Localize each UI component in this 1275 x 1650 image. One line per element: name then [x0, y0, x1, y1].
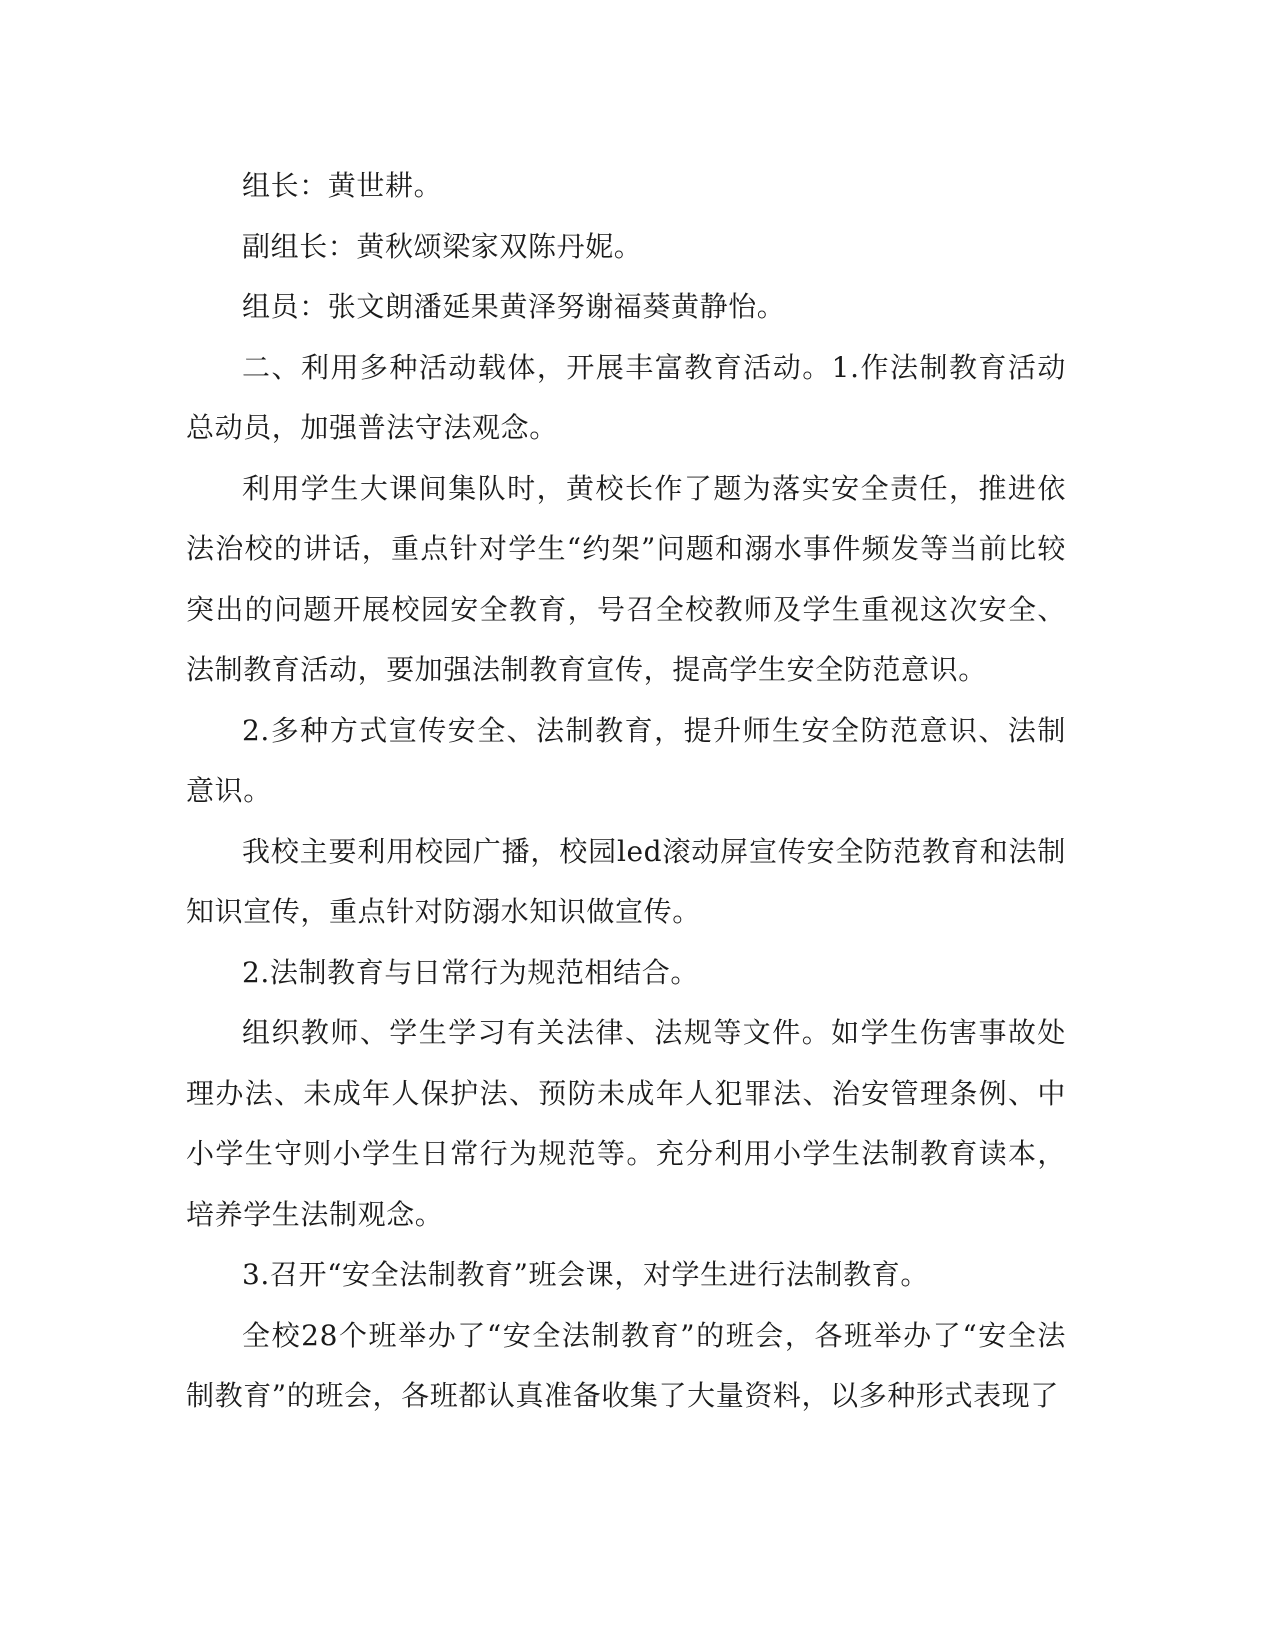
- paragraph-principal-speech: 利用学生大课间集队时，黄校长作了题为落实安全责任，推进依法治校的讲话，重点针对学生“约架”问题和溺水事件频发等当前比较突出的问题开展校园安全教育，号召全校教师及学生重视这次安全、法制教育活动，要加强法制教育宣传，提高学生安全防范意识。: [186, 471, 1066, 686]
- paragraph-item-2-daily-behavior: 2.法制教育与日常行为规范相结合。: [242, 955, 699, 989]
- paragraph-deputy-leaders: 副组长：黄秋颂梁家双陈丹妮。: [242, 229, 643, 263]
- paragraph-class-meetings-held: 全校28个班举办了“安全法制教育”的班会，各班举办了“安全法制教育”的班会，各班都认真准备收集了大量资料，以多种形式表现了: [186, 1318, 1066, 1412]
- paragraph-team-members: 组员：张文朗潘延果黄泽努谢福葵黄静怡。: [242, 290, 786, 323]
- paragraph-broadcast-led: 我校主要利用校园广播，校园led滚动屏宣传安全防范教育和法制知识宣传，重点针对防溺水知识做宣传。: [186, 834, 1066, 928]
- paragraph-study-laws: 组织教师、学生学习有关法律、法规等文件。如学生伤害事故处理办法、未成年人保护法、预防未成年人犯罪法、治安管理条例、中小学生守则小学生日常行为规范等。充分利用小学生法制教育读本，培养学生法制观念。: [186, 1016, 1066, 1231]
- document-body: [186, 156, 1066, 1427]
- paragraph-item-3-class-meeting: 3.召开“安全法制教育”班会课，对学生进行法制教育。: [242, 1258, 929, 1291]
- paragraph-item-2-publicity: 2.多种方式宣传安全、法制教育，提升师生安全防范意识、法制意识。: [186, 713, 1066, 807]
- paragraph-team-leader: 组长：黄世耕。: [242, 169, 443, 202]
- paragraph-section-two-heading: 二、利用多种活动载体，开展丰富教育活动。1.作法制教育活动总动员，加强普法守法观念。: [186, 350, 1066, 444]
